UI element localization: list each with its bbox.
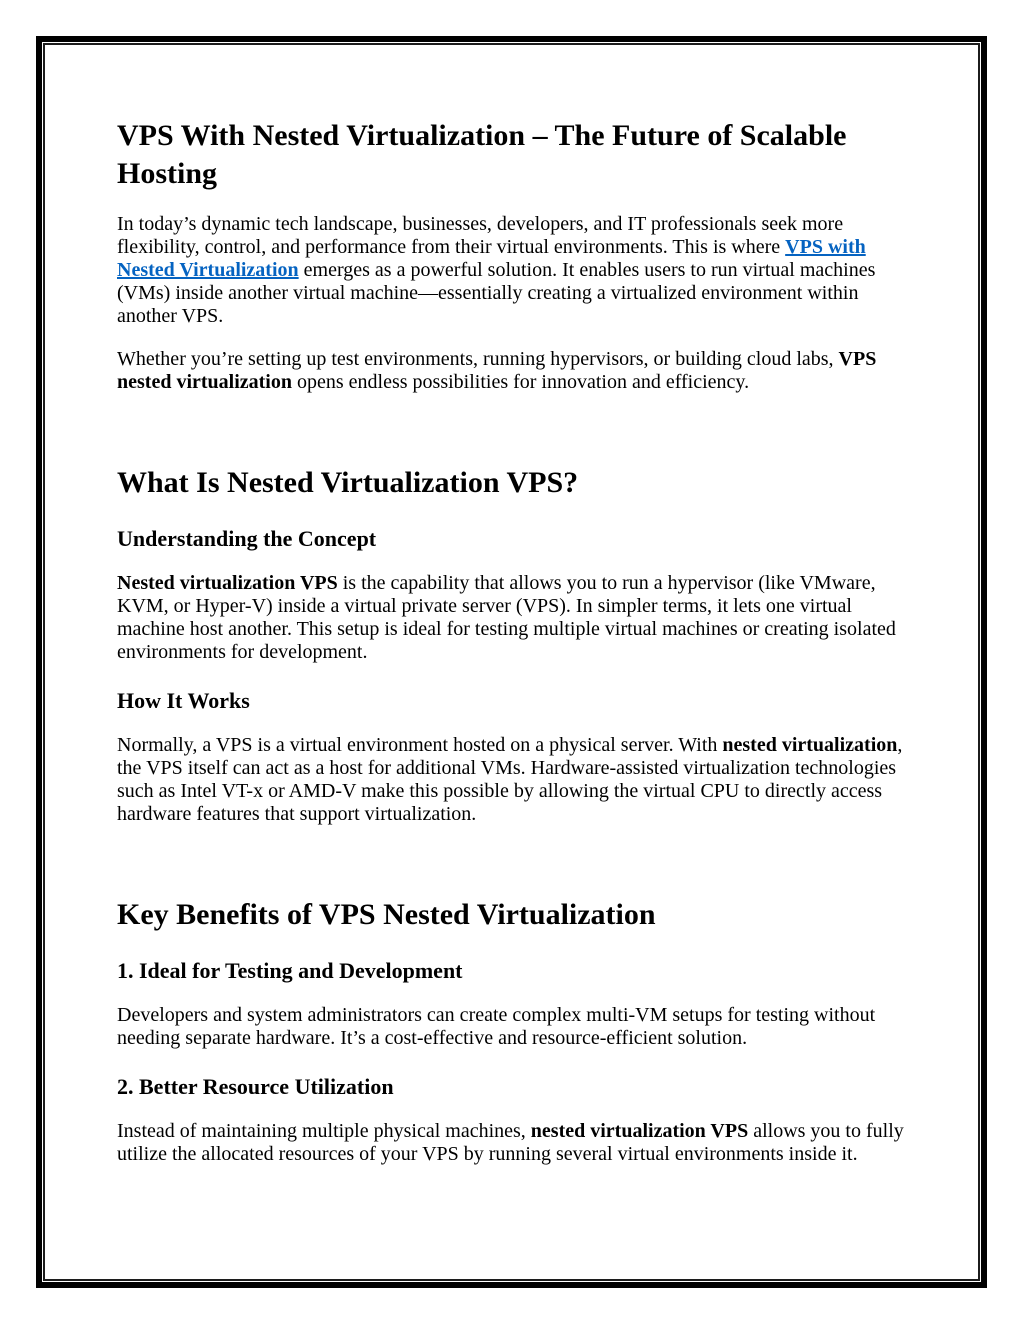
page-border-frame [36, 36, 987, 1288]
bold-text-run: nested virtualization [722, 734, 898, 756]
subheading-understanding-concept: Understanding the Concept [117, 526, 377, 551]
bold-text-run: Nested virtualization VPS [117, 572, 338, 594]
paragraph-understanding-concept [117, 572, 905, 664]
section-heading-what-is: What Is Nested Virtualization VPS? [117, 466, 579, 499]
text-run: allows you to fully utilize the allocated resources of your VPS by running several virtual environments inside it. [117, 1120, 904, 1165]
text-run: Instead of maintaining multiple physical machines, [117, 1120, 531, 1142]
section-heading-key-benefits: Key Benefits of VPS Nested Virtualization [117, 898, 656, 931]
page-border-inner-line [43, 43, 980, 1281]
text-run: is the capability that allows you to run a hypervisor (like VMware, KVM, or Hyper-V) inside a virtual private server (VPS). In simpler terms, it lets one virtual machine host another. This setup is ideal for testing multiple virtual machines or creating isolated environments for development. [117, 572, 896, 663]
intro-paragraph-2 [117, 348, 905, 394]
text-run: opens endless possibilities for innovation and efficiency. [292, 371, 750, 393]
subheading-benefit-1-testing: 1. Ideal for Testing and Development [117, 958, 463, 983]
text-run: Developers and system administrators can create complex multi-VM setups for testing without needing separate hardware. It’s a cost-effective and resource-efficient solution. [117, 1004, 876, 1049]
text-run: emerges as a powerful solution. It enables users to run virtual machines (VMs) inside another virtual machine—essentially creating a virtualized environment within another VPS. [117, 259, 876, 327]
subheading-how-it-works: How It Works [117, 688, 250, 713]
text-run: In today’s dynamic tech landscape, businesses, developers, and IT professionals seek more flexibility, control, and performance from their virtual environments. This is where [117, 213, 844, 258]
paragraph-benefit-1-testing [117, 1004, 905, 1050]
text-run: Whether you’re setting up test environments, running hypervisors, or building cloud labs, [117, 348, 839, 370]
inline-hyperlink[interactable]: VPS with Nested Virtualization [117, 236, 866, 281]
bold-text-run: VPS nested virtualization [117, 348, 877, 393]
doc-title: VPS With Nested Virtualization – The Future of Scalable Hosting [117, 119, 847, 190]
bold-text-run: nested virtualization VPS [530, 1120, 749, 1142]
subheading-benefit-2-resource: 2. Better Resource Utilization [117, 1074, 394, 1099]
paragraph-how-it-works [117, 734, 905, 826]
paragraph-benefit-2-resource [117, 1120, 905, 1166]
intro-paragraph-1 [117, 213, 905, 328]
document-content [45, 45, 978, 1279]
text-column [117, 117, 905, 1166]
text-run: , the VPS itself can act as a host for additional VMs. Hardware-assisted virtualization technologies such as Intel VT-x or AMD-V make this possible by allowing the virtual CPU to directly access hardware features that support virtualization. [117, 734, 903, 825]
text-run: Normally, a VPS is a virtual environment hosted on a physical server. With [117, 734, 723, 756]
